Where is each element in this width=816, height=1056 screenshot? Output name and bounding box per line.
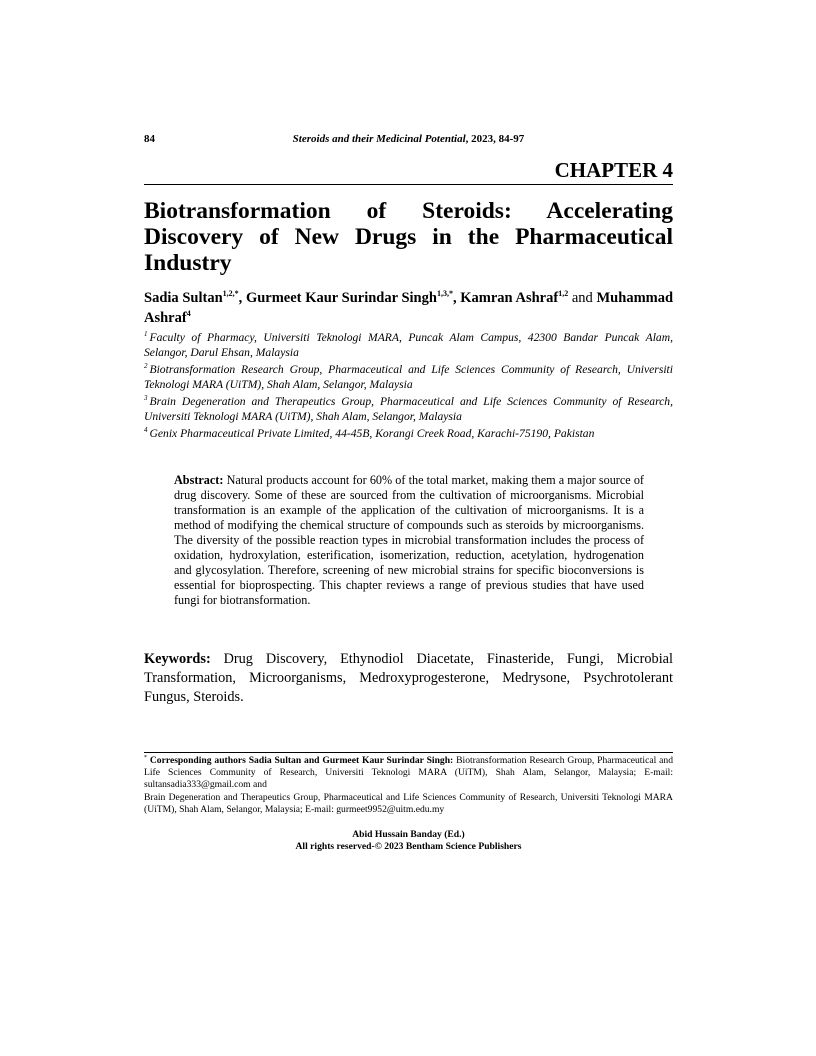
authors-and: and [571, 290, 593, 306]
author-affil-marker: 1,2 [558, 289, 569, 299]
author: Kamran Ashraf$^{1,2}$ [460, 289, 569, 306]
rights-line: All rights reserved-© 2023 Bentham Science Publishers [295, 841, 522, 852]
editor-line: Abid Hussain Banday (Ed.) [352, 829, 465, 840]
affiliations [144, 330, 673, 443]
author-affil-marker: 4 [186, 309, 191, 319]
publisher-block [144, 829, 673, 853]
journal-citation [144, 133, 673, 145]
abstract [174, 473, 644, 608]
affiliation: $^1$ Faculty of Pharmacy, Universiti Teknologi MARA, Puncak Alam Campus, 42300 Bandar Puncak Alam, Selangor, Darul Ehsan, Malaysia [144, 330, 673, 359]
running-head [144, 133, 673, 149]
footnote-line: Brain Degeneration and Therapeutics Group, Pharmaceutical and Life Sciences Community of Research, Universiti Teknologi MARA (UiTM), Shah Alam, Selangor, Malaysia; E-mail: gurmeet9952@uitm.edu.my [144, 791, 673, 815]
page-number: 84 [144, 133, 155, 145]
corresponding-footnote [144, 755, 673, 816]
footnote-marker: * [144, 754, 147, 761]
footnote-divider [144, 752, 673, 753]
chapter-label: CHAPTER 4 [554, 158, 673, 182]
author: Gurmeet Kaur Surindar Singh$^{1,3,*}$, [245, 289, 461, 306]
footnote-line: * Corresponding authors Sadia Sultan and Gurmeet Kaur Surindar Singh: Biotransformation Research Group, Pharmaceutical and Life Sciences Community of Research, Universiti Teknologi MARA (UiTM), Shah Alam, Selangor, Malaysia; E-mail: sultansadia333@gmail.com and [144, 754, 673, 791]
author-affil-marker: 1,3,* [436, 289, 453, 299]
keywords-text: Drug Discovery, Ethynodiol Diacetate, Finasteride, Fungi, Microbial Transformation, Microorganisms, Medroxyprogesterone, Medrysone, Psychrotolerant Fungus, Steroids. [144, 651, 673, 705]
keywords-label: Keywords: [144, 651, 211, 667]
footnote-label: Corresponding authors Sadia Sultan and Gurmeet Kaur Surindar Singh: [149, 755, 454, 766]
affiliation: $^3$ Brain Degeneration and Therapeutics Group, Pharmaceutical and Life Sciences Community of Research, Universiti Teknologi MARA (UiTM), Shah Alam, Selangor, Malaysia [144, 394, 673, 423]
author-list [144, 288, 673, 328]
keywords [144, 650, 673, 707]
journal-year-pages: , 2023, 84-97 [465, 133, 525, 145]
chapter-divider [144, 184, 673, 185]
author-affil-marker: 1,2,* [222, 289, 239, 299]
author: Sadia Sultan$^{1,2,*}$, [144, 289, 246, 306]
paper-title: Biotransformation of Steroids: Accelerating Discovery of New Drugs in the Pharmaceutical Industry [144, 198, 673, 276]
affiliation: $^2$ Biotransformation Research Group, Pharmaceutical and Life Sciences Community of Research, Universiti Teknologi MARA (UiTM), Shah Alam, Selangor, Malaysia [144, 362, 673, 391]
author: Muhammad Ashraf$^4$ [144, 290, 674, 326]
abstract-label: Abstract: [174, 473, 224, 487]
abstract-text: Natural products account for 60% of the total market, making them a major source of drug discovery. Some of these are sourced from the cultivation of microorganisms. Microbial transformation is an example of the application of the cultivation of microorganisms. It is a method of modifying the chemical structure of compounds such as steroids by microorganisms. The diversity of the possible reaction types in microbial transformation includes the process of oxidation, hydroxylation, esterification, isomerization, reduction, acetylation, hydrogenation and glycosylation. Therefore, screening of new microbial strains for specific bioconversions is essential for bioprospecting. This chapter reviews a range of previous studies that have used fungi for biotransformation. [174, 473, 644, 607]
affiliation: $^4$ Genix Pharmaceutical Private Limited, 44-45B, Korangi Creek Road, Karachi-75190, Pakistan [144, 426, 595, 440]
journal-title: Steroids and their Medicinal Potential [292, 133, 466, 145]
